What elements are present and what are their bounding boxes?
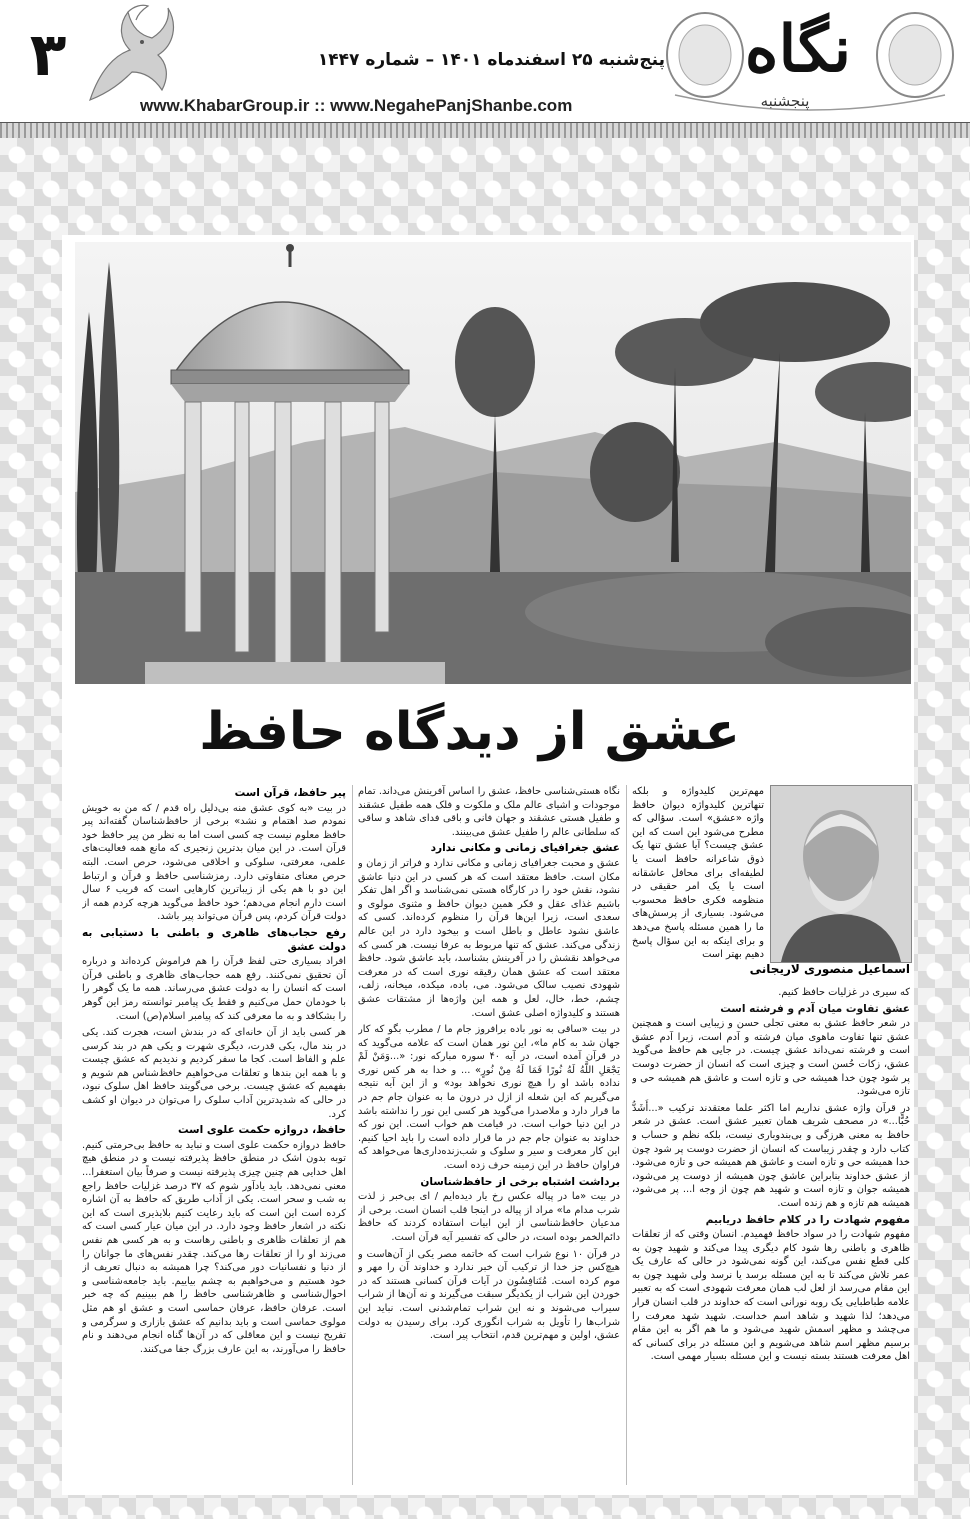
article-intro (632, 785, 764, 980)
paragraph: حافظ دروازه حکمت علوی است و نباید به حافظ بی‌حرمتی کنیم. توبه بدون اشک در منطق حافظ پذیرفته نیست و در منطق هیچ اهل خدایی هم چنین چیزی پذیرفته نیست و صرفاً بیان استغفرا... معنی نمی‌دهد. باید یادآور شوم که ۳۷ درصد غزلیات حافظ راجع به شب و سحر است. یکی از آداب طریق که حافظ به آن اشاره کرده است این است که باید رعایت کنیم بلایذیری است که این نکته در اشعار حافظ وجود دارد. در این میان عیار کسی است که هم از تعلقات ظاهری و باطنی رهاست و به هر کسی هم نفس می‌زند او را از تعلقات رها می‌کند. چقدر نفس‌های ما جوانان را از دنیا و نفسانیات دور می‌کند؟ چرا همیشه به دنبال تعریف از خود هستیم و می‌خواهیم به چشم بیاییم. باید جامعه‌شناسی و احوال‌شناسی و ظاهرشناسی حافظ را هم ببینیم که چه خبر است. عرفان حافظ، عرفان حماسی است و عشق او هم مثل مولوی حماسی است و باید بدانیم که عشق بازاری و سرگرمی و تفریح نیست و این معاقلی که در آن‌ها گناه انجام می‌دهند و نام حافظ را می‌آورند، به این عارف بزرگ جفا می‌کنند. (82, 1139, 346, 1355)
left-column (82, 785, 346, 1485)
article-title: عشق از دیدگاه حافظ (199, 702, 740, 762)
author-portrait-icon (771, 786, 911, 962)
subheading: حافظ، دروازه حکمت علوی است (177, 1124, 346, 1137)
hafez-tomb-photo (75, 242, 911, 684)
subheading: عشق تفاوت میان آدم و فرشته است (720, 1002, 910, 1015)
paragraph: در قرآن ۱۰ نوع شراب است که خاتمه مصر یکی از آن‌هاست و هیچ‌کس جز خدا از ترکیب آن خبر ندارد و خداوند آن را مهر و موم کرده است. مُتَنافِسُون در آیات قرآن کسانی هستند که در خوردن این شراب از یکدیگر سبقت می‌گیرند و نه آن‌ها از شراب سیراب می‌شوند و نه این شراب تمام‌شدنی است. نباید این شراب‌ها را تأویل به شراب انگوری کرد. برای رسیدن به دولت عشق، اولین و مهم‌ترین قدم، انتخاب پیر است. (358, 1248, 620, 1342)
page-header (0, 0, 970, 138)
author-name: اسماعیل منصوری لاریجانی (749, 962, 910, 976)
paragraph: در شعر حافظ عشق به معنی تجلی حسن و زیبایی است و همچنین عشق تنها تفاوت ماهوی میان فرشته و آدم است، زیرا آدم عشق است و فرشته نمی‌داند عشق چیست. در جایی هم حافظ می‌گوید عشق، زکات حُسن است و چیزی است که انسان از حضرت دوست پر شود چون خدا همیشه حی و تازه است و عاشق هم همیشه حی و تازه می‌شود. (632, 1018, 910, 1098)
intro-paragraph: مهم‌ترین کلیدواژه و بلکه تنهاترین کلیدواژه دیوان حافظ واژه «عشق» است. سؤالی که مطرح می‌شود این است که این عشق چیست؟ آیا عشق تنها یک ذوق شاعرانه حافظ است یا لطیفه‌ای برای محافل عاشقانه است یا یک امر حقیقی در منظومه فکری حافظ محسوب می‌شود. بسیاری از پرسش‌های ما را همین مسئله پاسخ می‌دهد و برای اینکه به این سؤال پاسخ دهیم بهتر است (632, 786, 764, 961)
logo-wordmark: نگاه (744, 12, 852, 87)
paragraph: مفهوم شهادت را در سواد حافظ فهمیدم. انسان وقتی که از تعلقات ظاهری و باطنی رها شود کام دیگری پیدا می‌کند و شهید چون به کلی قطع نفس می‌کند، این گونه نمی‌شود در حالی که عارف یک عمر تلاش می‌کند تا به این مسئله برسد یا نرسد ولی شهید چون به این مقام می‌رسد از لعل لب همان معرفت شهودی است که به تعبیر علامه طباطبایی یک روبه نورانی است که خداوند در قلب انسان قرار می‌دهد؛ لذا شهید و شاهد اسم خداست. شهید شهد معرفت را می‌چشد و مظهر اسمش شهید می‌شود و ما هم اگر به این مقام برسیم مظهر اسم شاهد می‌شویم و این مسئله در برای کسانی که اهل معرفت هستند بسته نیست و این مسئله بسیار مهمی است. (632, 1229, 910, 1363)
subheading: پیر حافظ، قرآن است (234, 787, 346, 799)
paragraph: در بیت «ما در پیاله عکس رخ یار دیده‌ایم / ای بی‌خبر ز لذت شرب مدام ما» مراد از پیاله در اینجا قلب انسان است. برخی از مدعیان حافظ‌شناسی از این ابیات استفاده کردند که حافظ دائم‌الخمر بوده است، در حالی که تفسیر آیه قرآن است. (358, 1191, 620, 1243)
paragraph: در بیت «ساقی به نور باده برافروز جام ما / مطرب بگو که کار جهان شد به کام ما»، این نور همان است که علامه می‌گوید که در قرآن آمده است، در آیه ۴۰ سوره مبارکه نور: «...وَمَنْ لَمْ یَجْعَلِ اللَّهُ لَهُ نُورًا فَمَا لَهُ مِنْ نُورٍ» ... و خدا به هر کس نوری نداده باشد او را هیچ نوری نخواهد بود» و از این آیه نتیجه می‌گیریم که این شعله از ازل در درون ما به عنوان جام جم در ما قرار دارد و ملاصدرا می‌گوید هر کسی این نور را نداشته باشد در این دنیا خواب است. در قیامت هم خواب است. این نور که خداوند به عنوان جام جم در ما قرار داده است را باید احیا کنیم. این کار معرفت و سیر و سلوک و شب‌زنده‌داری‌ها می‌خواهد که فراوان حافظ در این زمینه حرف زده است. (358, 1024, 620, 1172)
logo-subtitle: پنجشنبه (760, 92, 810, 110)
issue-date-line: پنج‌شنبه ۲۵ اسفندماه ۱۴۰۱ – شماره ۱۴۴۷ (317, 50, 665, 70)
subheading: عشق جغرافیای زمانی و مکانی ندارد (430, 842, 620, 855)
paragraph: افراد بسیاری حتی لفظ قرآن را هم فراموش کرده‌اند و درباره آن تحقیق نمی‌کنند. رفع همه حجاب‌های ظاهری و باطنی قرآن است که انسان را به دولت عشق می‌رساند. همه ما یک گوهر را با خودمان حمل می‌کنیم و فقط یک پیامبر توانسته رمز این گوهر را بشکافد و به ما معرفی کند که پیامبر اسلام(ص) است. (82, 956, 346, 1022)
author-photo (770, 785, 912, 963)
paragraph: که سیری در غزلیات حافظ کنیم. (778, 987, 910, 998)
page-number: ۳ (29, 20, 67, 90)
subheading: رفع حجاب‌های ظاهری و باطنی با دستیابی به دولت عشق (82, 926, 346, 953)
right-column (632, 986, 910, 1446)
paragraph: هر کسی باید از آن خانه‌ای که در بندش است، هجرت کند. یکی در بند مال، یکی قدرت، دیگری شهرت و یکی هم در بند کرسی علم و الفاظ است. کجا ما سفر کردیم و ندیدیم که عشق چیست و با همه این بندها و تعلقات می‌خواهیم حافظ‌شناس هم شویم و بفهمیم که عشق چیست. برخی می‌گویند حافظ اهل سلوک نبود، در حالی که شدیدترین آداب سلوک را می‌توان در دیوان او کشف کرد. (82, 1027, 346, 1120)
column-divider (626, 785, 627, 1485)
paragraph: در قرآن واژه عشق نداریم اما اکثر علما معتقدند ترکیب «...أَشَدُّ حُبًّا...» در مصحف شریف همان تعبیر عشق است. عشق در شعر حافظ به معنی هرزگی و بی‌بندوباری نیست، بلکه نظم و حساب و کتاب دارد و چقدر زیباست که انسان از حضرت دوست پر شود چون خدا همیشه حی و تازه است و عاشق هم همیشه حی و تازه می‌شود. از عشق خداوند بنابراین عاشق چون همیشه از دوست پر می‌شود، همیشه جوان و تازه است و شهید هم چون از وجه ا... پر می‌شود، همیشه هم تازه و هم زنده است. (632, 1102, 910, 1209)
middle-column (358, 785, 620, 1485)
website-links[interactable]: www.KhabarGroup.ir :: www.NegahePanjShanbe.com (140, 96, 573, 115)
paragraph: عشق و محبت جغرافیای زمانی و مکانی ندارد و فراتر از زمان و مکان است. حافظ معتقد است که هر کسی در این دنیا عاشق نشود، نقش خود را در کارگاه هستی نمی‌شناسد و اگر اهل تفکر باشیم غذای عقل و فکر همین دیوان حافظ و مثنوی مولوی و سعدی است، زیرا این‌ها قرآن را منظوم کرده‌اند. کسی که عاشق نشود عاطل و باطل است و بیخود دارد در این عالم زندگی می‌کند. عشق که تنها مربوط به عرفا نیست. هر کسی که می‌خواهد نقشش را در آفرینش بشناسد، باید عاشق شود. حافظ معتقد است که عشق همان رقیقه نوری است که در معرفت شهودی نصیب سالک می‌شود. می، باده، میکده، میخانه، زلف، چشم، خط، خال، لعل و همه این واژه‌ها از مشتقات عشق هستند و کلیدواژه اصلی عشق است. (358, 857, 620, 1019)
column-divider (352, 785, 353, 1485)
subheading: برداشت اشتباه برخی از حافظ‌شناسان (420, 1175, 620, 1188)
subheading: مفهوم شهادت را در کلام حافظ دریابیم (705, 1213, 910, 1226)
paragraph: در بیت «به کوی عشق منه بی‌دلیل راه قدم / که من به خویش نمودم صد اهتمام و نشد» برخی از حافظ‌شناسان گفته‌اند پیر حافظ معلوم نیست چه کسی است اما به نظر من پیر حافظ خود قرآن است. در این میان بدترین زنجیری که مانع همه فعالیت‌های علمی، معرفتی، سلوکی و اخلاقی می‌شود، حرص است. البته حرص معنای متفاوتی دارد. رمزشناسی حافظ و قرآن و ارتباط این دو با هم یکی از زیباترین کارهایی است که قریب ۶ سال است دارم انجام می‌دهم؛ خود حافظ می‌گوید هرچه کردم همه از دولت قرآن کردم، پس قرآن می‌تواند پیر باشد. (82, 802, 346, 923)
paragraph: نگاه هستی‌شناسی حافظ، عشق را اساس آفرینش می‌داند. تمام موجودات و اشیای عالم ملک و ملکوت و فلک همه طفیل عشقند و طفیل هستی عشقند و جهان فانی و باقی فدای شاهد و ساقی که سلطانی عالم را طفیل عشق می‌بینند. (358, 786, 620, 838)
